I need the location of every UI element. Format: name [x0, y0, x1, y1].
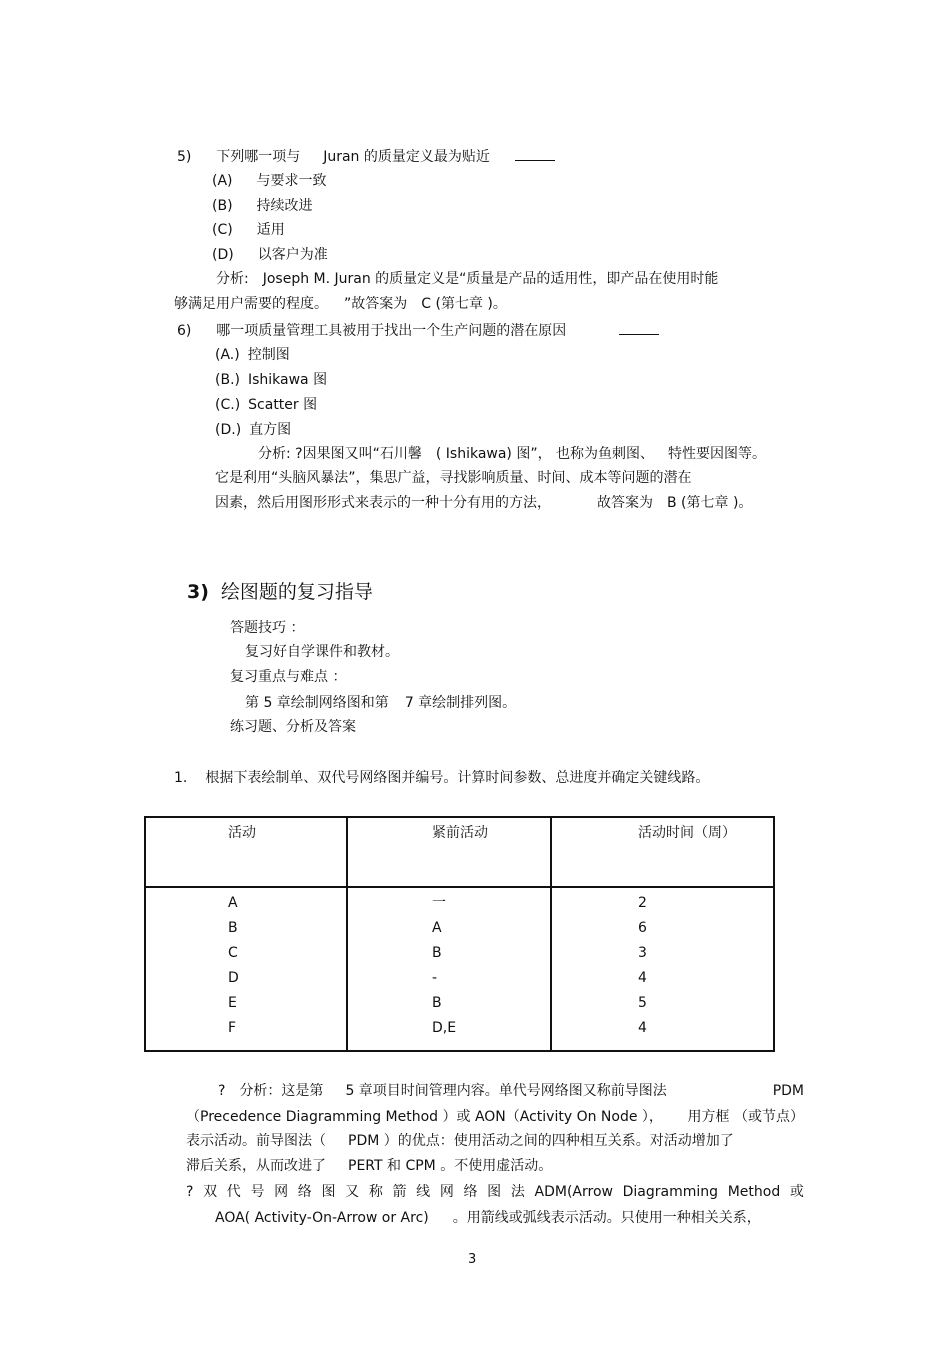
exercise-number: 1. [174, 770, 188, 786]
analysis-text: 特性要因图等。 [668, 446, 767, 462]
exercise-text: 根据下表绘制单、双代号网络图并编号。计算时间参数、总进度并确定关键线路。 [205, 770, 710, 786]
justified-word: 双 [203, 1184, 218, 1200]
justified-word: 图 [321, 1184, 336, 1200]
option-text: Ishikawa 图 [247, 372, 328, 388]
answer-text: B (第七章 )。 [667, 495, 753, 511]
table-body-row [145, 887, 774, 1051]
option-label: (C) [212, 222, 233, 238]
analysis-text: 。用箭线或弧线表示活动。只使用一种相关关系， [452, 1210, 761, 1226]
option-text: Scatter 图 [248, 397, 318, 413]
analysis-text: 故答案为 [597, 495, 653, 511]
q6-analysis-line1 [258, 445, 766, 463]
option-text: 与要求一致 [256, 173, 327, 189]
q5-option-d [212, 246, 328, 264]
answer-blank [619, 322, 659, 335]
analysis-text: 表示活动。前导图法（ [186, 1133, 326, 1149]
duration-column [551, 887, 774, 1051]
analysis-text: 因素，然后用图形形式来表示的一种十分有用的方法， [215, 495, 551, 511]
q6-analysis-line2 [215, 469, 692, 487]
predecessor-cell: A [432, 920, 442, 936]
option-label: (A) [212, 173, 233, 189]
q5-stem-a: 下列哪一项与 [216, 149, 301, 165]
predecessor-cell: B [432, 995, 442, 1011]
duration-cell: 3 [638, 945, 647, 961]
option-label: (B.) [215, 372, 240, 388]
q6-option-b [215, 371, 327, 389]
predecessor-column [347, 887, 551, 1051]
activity-cell: F [228, 1020, 237, 1036]
analysis-text: （Precedence Diagramming Method ）或 AON（Activity On Node ）， [186, 1109, 663, 1125]
justified-word: Method [727, 1184, 781, 1200]
justified-word: 络 [463, 1184, 478, 1200]
activity-cell: B [228, 920, 238, 936]
q5-analysis-line2 [174, 295, 507, 313]
option-text: 直方图 [249, 422, 292, 438]
predecessor-cell: - [432, 970, 438, 986]
option-text: 控制图 [247, 347, 290, 363]
analysis-p1-line3 [186, 1132, 734, 1150]
analysis-p2-line1 [186, 1183, 804, 1201]
analysis-text: ”故答案为 [344, 296, 408, 312]
q5-stem [177, 148, 555, 166]
analysis-text: 滞后关系，从而改进了 [186, 1158, 326, 1174]
justified-word: 线 [416, 1184, 431, 1200]
answer-blank [515, 148, 555, 161]
q5-option-b [212, 197, 313, 215]
justified-word: 图 [487, 1184, 502, 1200]
section-heading [187, 580, 373, 604]
analysis-text: 分析: ?因果图又叫“石川馨 [258, 446, 422, 462]
predecessor-cell: D,E [432, 1020, 457, 1036]
option-text: 以客户为准 [257, 247, 328, 263]
analysis-text: PERT 和 CPM 。不使用虚活动。 [348, 1158, 553, 1174]
q5-option-c [212, 221, 285, 239]
option-label: (A.) [215, 347, 240, 363]
header-cell-activity [145, 817, 347, 887]
activity-cell: A [228, 895, 238, 911]
justified-word: 法 [510, 1184, 525, 1200]
justified-word: 网 [274, 1184, 289, 1200]
duration-cell: 2 [638, 895, 647, 911]
q6-number: 6) [177, 323, 192, 339]
justified-word: 称 [368, 1184, 383, 1200]
analysis-text: 5 章项目时间管理内容。单代号网络图又称前导图法 [345, 1083, 667, 1099]
analysis-p1-line4 [186, 1157, 552, 1175]
analysis-text: AOA( Activity-On-Arrow or Arc) [215, 1210, 429, 1226]
analysis-text: 分析：这是第 [239, 1083, 324, 1099]
tips-text: 复习好自学课件和教材。 [245, 644, 399, 660]
header-cell-predecessor [347, 817, 551, 887]
header-text: 紧前活动 [432, 825, 488, 841]
duration-cell: 5 [638, 995, 647, 1011]
analysis-label: 分析: [216, 271, 249, 287]
section-number: 3) [187, 581, 209, 603]
justified-word: ADM(Arrow [534, 1184, 613, 1200]
header-cell-duration [551, 817, 774, 887]
focus-text-a: 第 5 章绘制网络图和第 [245, 695, 389, 711]
q6-stem-text: 哪一项质量管理工具被用于找出一个生产问题的潜在原因 [216, 323, 567, 339]
header-text: 活动时间（周） [638, 825, 736, 841]
answer-text: C (第七章 )。 [421, 296, 507, 312]
page-number: 3 [468, 1252, 477, 1267]
justified-word: 号 [250, 1184, 265, 1200]
analysis-text: 它是利用“头脑风暴法”，集思广益，寻找影响质量、时间、成本等问题的潜在 [215, 470, 692, 486]
duration-cell: 4 [638, 1020, 647, 1036]
tips-label: 答题技巧 ： [230, 620, 305, 636]
justified-word: 络 [297, 1184, 312, 1200]
option-label: (B) [212, 198, 233, 214]
focus-text-b: 7 章绘制排列图。 [404, 695, 517, 711]
analysis-text: PDM ）的优点：使用活动之间的四种相互关系。对活动增加了 [348, 1133, 734, 1149]
analysis-p1-line1 [218, 1082, 804, 1100]
option-text: 持续改进 [256, 198, 313, 214]
bullet: ? [186, 1184, 194, 1200]
header-text: 活动 [228, 825, 256, 841]
q6-analysis-line3 [215, 494, 752, 512]
q6-option-c [215, 396, 317, 414]
q5-stem-b: Juran 的质量定义最为贴近 [323, 149, 490, 165]
analysis-text: 用方框 （或节点） [687, 1109, 804, 1125]
analysis-p1-line2 [186, 1108, 804, 1126]
predecessor-cell: B [432, 945, 442, 961]
q6-option-a [215, 346, 290, 364]
option-label: (D.) [215, 422, 242, 438]
table-header-row [145, 817, 774, 887]
justified-word: 或 [789, 1184, 804, 1200]
justified-word: 代 [226, 1184, 241, 1200]
focus-label: 复习重点与难点 ： [230, 669, 347, 685]
q6-stem [177, 322, 659, 340]
q5-analysis-line1 [216, 270, 718, 288]
analysis-p2-line2 [215, 1209, 761, 1227]
activity-cell: C [228, 945, 238, 961]
justified-word: 箭 [392, 1184, 407, 1200]
duration-cell: 4 [638, 970, 647, 986]
q5-option-a [212, 172, 327, 190]
predecessor-cell: 一 [432, 895, 446, 911]
activity-column [145, 887, 347, 1051]
exercise-1 [174, 769, 709, 787]
activity-cell: D [228, 970, 239, 986]
q6-option-d [215, 421, 291, 439]
justified-word: 网 [439, 1184, 454, 1200]
activity-table [144, 816, 775, 1052]
activity-cell: E [228, 995, 237, 1011]
section-title: 绘图题的复习指导 [220, 581, 373, 603]
analysis-text: ( Ishikawa) 图”， 也称为鱼刺图、 [435, 446, 655, 462]
analysis-text: 够满足用户需要的程度。 [174, 296, 328, 312]
option-label: (D) [212, 247, 234, 263]
justified-word: 又 [345, 1184, 360, 1200]
option-text: 适用 [256, 222, 285, 238]
q5-number: 5) [177, 149, 192, 165]
focus-text [245, 694, 516, 712]
duration-cell: 6 [638, 920, 647, 936]
option-label: (C.) [215, 397, 241, 413]
exercises-label: 练习题、分析及答案 [230, 719, 356, 735]
analysis-text: PDM [772, 1083, 804, 1099]
analysis-text: Joseph M. Juran 的质量定义是“质量是产品的适用性，即产品在使用时能 [262, 271, 719, 287]
justified-word: Diagramming [622, 1184, 719, 1200]
bullet: ? [218, 1083, 226, 1099]
